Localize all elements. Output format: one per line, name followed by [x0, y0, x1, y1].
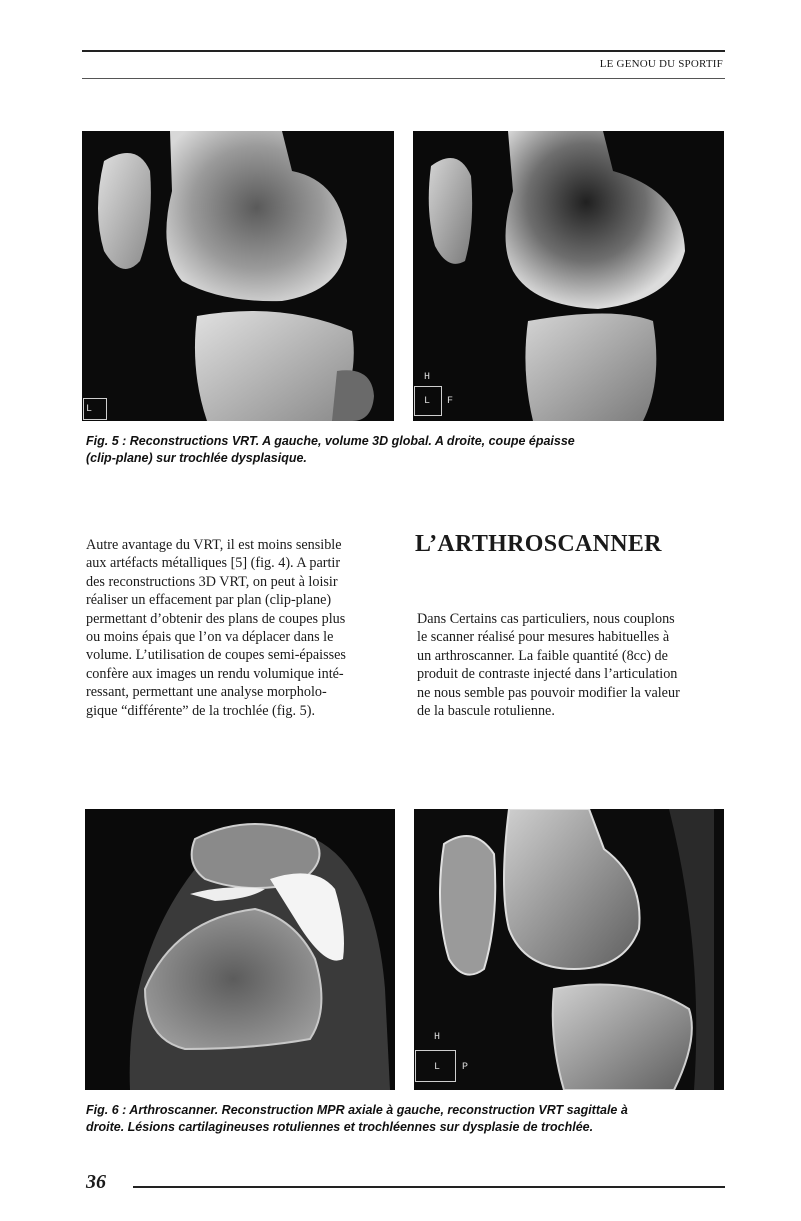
fig5-caption: [86, 433, 726, 467]
text-line: le scanner réalisé pour mesures habituelles à: [417, 629, 670, 646]
fig6-caption-line1: Fig. 6 : Arthroscanner. Reconstruction MPR axiale à gauche, reconstruction VRT sagittale à: [86, 1103, 628, 1117]
fig6-right-marker-l: L: [434, 1062, 441, 1073]
fig5-right-marker-h: H: [424, 372, 431, 383]
text-line: confère aux images un rendu volumique inté-: [86, 665, 344, 682]
header-underline: [82, 78, 725, 79]
text-line: volume. L’utilisation de coupes semi-épaisses: [86, 647, 346, 664]
fig6-caption-line2: droite. Lésions cartilagineuses rotuliennes et trochléennes sur dysplasie de trochlée.: [86, 1120, 594, 1134]
text-line: permettant d’obtenir des plans de coupes plus: [86, 610, 346, 627]
fig5-caption-line2: (clip-plane) sur trochlée dysplasique.: [86, 451, 307, 465]
fig5-right-marker-l: L: [424, 396, 431, 407]
section-heading: L’ARTHROSCANNER: [415, 531, 662, 557]
text-line: un arthroscanner. La faible quantité (8cc) de: [417, 647, 668, 664]
fig6-right-image: [414, 809, 724, 1090]
text-line: de la bascule rotulienne.: [417, 703, 555, 720]
fig6-caption: [86, 1102, 726, 1136]
text-line: produit de contraste injecté dans l’articulation: [417, 666, 678, 683]
text-line: Autre avantage du VRT, il est moins sensible: [86, 537, 342, 553]
fig5-left-image: [82, 131, 394, 421]
fig6-right-marker-h: H: [434, 1032, 441, 1043]
fig5-caption-line1: Fig. 5 : Reconstructions VRT. A gauche, volume 3D global. A droite, coupe épaisse: [86, 434, 575, 448]
text-line: gique “différente” de la trochlée (fig. 5).: [86, 702, 315, 719]
text-line: réaliser un effacement par plan (clip-plane): [86, 592, 332, 609]
left-column-text: [86, 536, 391, 720]
fig5-right-marker-p: F: [447, 396, 454, 407]
text-line: aux artéfacts métalliques [5] (fig. 4). A partir: [86, 555, 341, 572]
fig5-right-image: [413, 131, 724, 421]
footer-rule: [133, 1186, 725, 1188]
top-rule: [82, 50, 725, 52]
text-line: ressant, permettant une analyse morpholo-: [86, 684, 327, 701]
text-line: ne nous semble pas pouvoir modifier la valeur: [417, 684, 680, 701]
text-line: ou moins épais que l’on va déplacer dans le: [86, 629, 334, 646]
page-number: 36: [86, 1171, 106, 1193]
fig6-left-image: [85, 809, 395, 1090]
fig6-right-marker-p: P: [462, 1062, 469, 1073]
text-line: Dans Certains cas particuliers, nous couplons: [417, 611, 675, 627]
right-column-text: [417, 610, 723, 720]
fig5-left-marker-l: L: [86, 404, 93, 415]
running-head: LE GENOU DU SPORTIF: [599, 58, 723, 70]
text-line: des reconstructions 3D VRT, on peut à loisir: [86, 573, 338, 590]
